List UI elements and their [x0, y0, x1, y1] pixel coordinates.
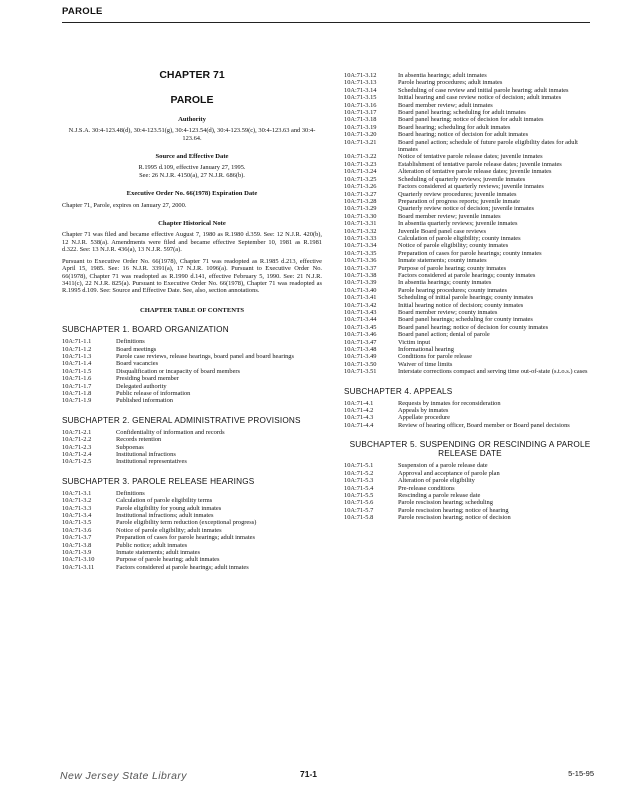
- section-number: 10A:71-3.34: [344, 242, 377, 250]
- section-title: Board panel action; schedule of future parole eligibility dates for adult inmates: [398, 138, 578, 154]
- toc-entry: [62, 527, 322, 534]
- section-title: Quarterly review procedures; juvenile inmates: [398, 190, 517, 198]
- section-title: Board vacancies: [116, 360, 159, 368]
- section-number: 10A:71-2.4: [62, 451, 92, 458]
- section-title: Board hearing; notice of decision for adult inmates: [398, 131, 529, 139]
- toc-entry: [62, 368, 322, 375]
- toc-entry: [62, 490, 322, 497]
- section-title: Rescinding a parole release date: [398, 491, 481, 499]
- section-number: 10A:71-3.33: [344, 234, 377, 242]
- subchapter-heading: SUBCHAPTER 4. APPEALS: [344, 386, 453, 396]
- section-title: Board member review; juvenile inmates: [398, 212, 501, 220]
- section-number: 10A:71-3.45: [344, 323, 377, 331]
- section-title: Board panel action; denial of parole: [398, 331, 490, 339]
- section-number: 10A:71-3.14: [344, 86, 377, 94]
- section-title: Parole rescission hearing; notice of decision: [398, 514, 511, 522]
- toc-entry: [344, 250, 596, 257]
- section-number: 10A:71-1.8: [62, 389, 92, 397]
- section-number: 10A:71-3.41: [344, 294, 377, 302]
- history-heading: Chapter Historical Note: [158, 220, 226, 228]
- section-title: Delegated authority: [116, 382, 167, 390]
- section-number: 10A:71-1.9: [62, 397, 92, 405]
- toc-entry: [344, 331, 596, 338]
- authority-text: N.J.S.A. 30:4-123.48(d), 30:4-123.51(g), 30:4-123.54(d), 30:4-123.59(c), 30:4-123.63 and 30:4-123.64.: [68, 127, 316, 142]
- section-number: 10A:71-3.6: [62, 526, 92, 534]
- section-number: 10A:71-3.36: [344, 257, 377, 265]
- section-number: 10A:71-3.5: [62, 519, 92, 527]
- expiration-heading: Executive Order No. 66(1978) Expiration Date: [126, 190, 258, 198]
- section-title: Parole hearing procedures; adult inmates: [398, 79, 503, 87]
- toc-entry: [62, 397, 322, 404]
- authority-heading: Authority: [178, 115, 206, 123]
- toc-entry: [344, 79, 596, 86]
- section-number: 10A:71-3.50: [344, 360, 377, 368]
- section-number: 10A:71-3.27: [344, 190, 377, 198]
- toc-entry: [344, 462, 596, 469]
- toc-entry: [344, 198, 596, 205]
- section-title: Appellate procedure: [398, 414, 450, 422]
- toc-entry: [344, 309, 596, 316]
- toc-entry: [344, 514, 596, 521]
- section-number: 10A:71-5.2: [344, 469, 374, 477]
- section-number: 10A:71-3.9: [62, 549, 92, 557]
- toc-entry: [344, 485, 596, 492]
- toc-entry: [344, 213, 596, 220]
- section-title: Board panel hearings; scheduling for county inmates: [398, 316, 533, 324]
- left-column: [62, 69, 322, 571]
- section-title: Presiding board member: [116, 375, 179, 383]
- section-number: 10A:71-3.15: [344, 94, 377, 102]
- section-title: Preparation of progress reports; juvenile inmate: [398, 197, 520, 205]
- section-number: 10A:71-1.1: [62, 338, 92, 346]
- section-number: 10A:71-1.5: [62, 367, 92, 375]
- revision-date: 5-15-95: [568, 769, 594, 778]
- toc-entry: [344, 279, 596, 286]
- left-toc: [62, 325, 322, 571]
- toc-heading: CHAPTER TABLE OF CONTENTS: [139, 306, 245, 314]
- toc-entry: [344, 191, 596, 198]
- section-title: Calculation of parole eligibility; county inmates: [398, 234, 521, 242]
- toc-entry: [344, 499, 596, 506]
- section-title: Purpose of parole hearing; adult inmates: [116, 556, 220, 564]
- section-number: 10A:71-3.38: [344, 271, 377, 279]
- section-title: Public release of information: [116, 389, 191, 397]
- toc-entry: [344, 324, 596, 331]
- header-rule: [62, 22, 590, 23]
- toc-entry: [62, 375, 322, 382]
- toc-entry: [344, 346, 596, 353]
- section-number: 10A:71-3.13: [344, 79, 377, 87]
- section-title: Board meetings: [116, 345, 157, 353]
- toc-entry: [62, 512, 322, 519]
- toc-entry: [62, 353, 322, 360]
- section-number: 10A:71-3.46: [344, 331, 377, 339]
- section-number: 10A:71-3.22: [344, 153, 377, 161]
- section-number: 10A:71-5.1: [344, 462, 374, 470]
- section-title: Board member review; adult inmates: [398, 101, 493, 109]
- section-title: Calculation of parole eligibility terms: [116, 497, 213, 505]
- section-number: 10A:71-3.18: [344, 116, 377, 124]
- section-number: 10A:71-3.21: [344, 138, 377, 146]
- section-title: Alteration of parole eligibility: [398, 477, 475, 485]
- toc-entry: [62, 451, 322, 458]
- subchapter-heading: SUBCHAPTER 2. GENERAL ADMINISTRATIVE PROVISIONS: [62, 415, 301, 425]
- toc-entry: [344, 116, 596, 123]
- section-title: Pre-release conditions: [398, 484, 455, 492]
- section-number: 10A:71-3.25: [344, 175, 377, 183]
- section-title: Parole hearing procedures; county inmates: [398, 286, 507, 294]
- section-number: 10A:71-3.23: [344, 160, 377, 168]
- toc-entry: [62, 549, 322, 556]
- page-footer: [0, 768, 618, 788]
- section-number: 10A:71-2.5: [62, 458, 92, 466]
- section-number: 10A:71-1.2: [62, 345, 92, 353]
- section-title: Approval and acceptance of parole plan: [398, 469, 500, 477]
- toc-entry: [344, 492, 596, 499]
- section-title: Definitions: [116, 489, 145, 497]
- section-number: 10A:71-3.43: [344, 309, 377, 316]
- section-title: Published information: [116, 397, 173, 405]
- section-number: 10A:71-3.4: [62, 512, 92, 520]
- section-title: Establishment of tentative parole release dates; juvenile inmates: [398, 160, 562, 168]
- section-title: Preparation of cases for parole hearings; adult inmates: [116, 534, 255, 542]
- section-number: 10A:71-3.39: [344, 279, 377, 287]
- section-title: Board member review; county inmates: [398, 309, 498, 316]
- section-number: 10A:71-3.51: [344, 368, 377, 376]
- toc-entry: [62, 564, 322, 571]
- toc-entry: [62, 505, 322, 512]
- toc-entry: [344, 407, 596, 414]
- toc-entry: [344, 257, 596, 264]
- section-number: 10A:71-1.7: [62, 382, 92, 390]
- toc-entry: [344, 339, 596, 346]
- section-title: Public notice; adult inmates: [116, 541, 188, 549]
- section-number: 10A:71-3.1: [62, 489, 92, 497]
- section-title: Suspension of a parole release date: [398, 462, 488, 470]
- toc-entry: [62, 519, 322, 526]
- toc-entry: [344, 153, 596, 160]
- section-number: 10A:71-4.3: [344, 414, 374, 422]
- section-title: Interstate corrections compact and serving time out-of-state (s.t.o.s.) cases: [398, 368, 588, 376]
- section-title: Alteration of tentative parole release dates; juvenile inmates: [398, 168, 552, 176]
- section-number: 10A:71-4.4: [344, 421, 374, 429]
- section-number: 10A:71-2.3: [62, 443, 92, 451]
- subchapter-heading: SUBCHAPTER 1. BOARD ORGANIZATION: [62, 325, 229, 335]
- toc-entry: [344, 477, 596, 484]
- source-line: See: 26 N.J.R. 4150(a), 27 N.J.R. 686(b).: [139, 171, 245, 179]
- section-number: 10A:71-3.26: [344, 183, 377, 191]
- section-title: Informational hearing: [398, 346, 454, 354]
- toc-entry: [344, 161, 596, 168]
- toc-entry: [344, 205, 596, 212]
- toc-entry: [344, 72, 596, 79]
- section-title: Initial hearing notice of decision; county inmates: [398, 301, 524, 309]
- page-number: 71-1: [300, 769, 318, 779]
- section-number: 10A:71-3.32: [344, 227, 377, 235]
- toc-entry: [344, 176, 596, 183]
- section-title: Initial hearing and case review notice of decision; adult inmates: [398, 94, 562, 102]
- toc-entry: [344, 168, 596, 175]
- section-number: 10A:71-3.10: [62, 556, 95, 564]
- section-title: Notice of parole eligibility; county inmates: [398, 242, 509, 250]
- section-number: 10A:71-3.29: [344, 205, 377, 213]
- section-number: 10A:71-5.3: [344, 477, 374, 485]
- section-title: Parole eligibility for young adult inmates: [116, 504, 222, 512]
- section-title: Notice of parole eligibility; adult inmates: [116, 526, 222, 534]
- section-number: 10A:71-3.11: [62, 563, 95, 571]
- section-number: 10A:71-5.7: [344, 506, 374, 514]
- section-number: 10A:71-3.17: [344, 109, 377, 117]
- library-watermark: New Jersey State Library: [60, 770, 187, 782]
- toc-entry: [344, 272, 596, 279]
- section-title: Board panel hearing; scheduling for adult inmates: [398, 109, 526, 117]
- toc-entry: [344, 228, 596, 235]
- section-number: 10A:71-3.7: [62, 534, 92, 542]
- section-number: 10A:71-3.35: [344, 249, 377, 257]
- chapter-number: CHAPTER 71: [159, 69, 225, 81]
- section-title: Notice of tentative parole release dates; juvenile inmates: [398, 153, 543, 161]
- section-number: 10A:71-3.12: [344, 72, 377, 79]
- section-title: Scheduling of initial parole hearings; county inmates: [398, 294, 534, 302]
- section-title: Subpoenas: [116, 443, 144, 451]
- toc-entry: [62, 429, 322, 436]
- section-title: Institutional infractions: [116, 451, 176, 458]
- section-title: Inmate statements; adult inmates: [116, 549, 200, 557]
- section-title: Institutional infractions; adult inmates: [116, 512, 214, 520]
- section-number: 10A:71-3.49: [344, 353, 377, 361]
- section-title: Factors considered at parole hearings; adult inmates: [116, 563, 249, 571]
- toc-entry: [344, 353, 596, 360]
- section-title: Records retention: [116, 436, 162, 444]
- section-title: Preparation of cases for parole hearings; county inmates: [398, 249, 542, 257]
- toc-entry: [344, 470, 596, 477]
- section-title: Disqualification or incapacity of board members: [116, 367, 241, 375]
- section-title: Conditions for parole release: [398, 353, 473, 361]
- toc-entry: [344, 102, 596, 109]
- toc-entry: [62, 436, 322, 443]
- section-title: Definitions: [116, 338, 145, 346]
- section-number: 10A:71-3.37: [344, 264, 377, 272]
- section-number: 10A:71-3.3: [62, 504, 92, 512]
- source-line: R.1995 d.109, effective January 27, 1995.: [138, 164, 246, 172]
- section-number: 10A:71-3.20: [344, 131, 377, 139]
- toc-entry: [344, 414, 596, 421]
- section-number: 10A:71-5.5: [344, 491, 374, 499]
- running-head: PAROLE: [62, 6, 103, 17]
- toc-entry: [62, 346, 322, 353]
- section-number: 10A:71-4.1: [344, 399, 374, 407]
- section-title: Parole case reviews, release hearings, board panel and board hearings: [116, 352, 294, 360]
- section-title: Review of hearing officer, Board member or Board panel decisions: [398, 421, 570, 429]
- toc-entry: [344, 109, 596, 116]
- toc-entry: [62, 383, 322, 390]
- section-title: Factors considered at quarterly reviews; juvenile inmates: [398, 183, 544, 191]
- toc-entry: [62, 444, 322, 451]
- toc-entry: [62, 542, 322, 549]
- section-title: Factors considered at parole hearings; county inmates: [398, 271, 536, 279]
- section-title: Confidentiality of information and records: [116, 428, 225, 436]
- toc-entry: [344, 183, 596, 190]
- section-number: 10A:71-3.16: [344, 101, 377, 109]
- toc-entry: [344, 316, 596, 323]
- section-number: 10A:71-5.6: [344, 499, 374, 507]
- section-number: 10A:71-3.30: [344, 212, 377, 220]
- chapter-name: PAROLE: [170, 94, 214, 107]
- subchapter-heading: SUBCHAPTER 3. PAROLE RELEASE HEARINGS: [62, 476, 255, 486]
- section-number: 10A:71-3.47: [344, 338, 377, 346]
- section-title: Institutional representatives: [116, 458, 187, 466]
- section-title: Purpose of parole hearing; county inmates: [398, 264, 507, 272]
- toc-entry: [344, 139, 596, 154]
- section-number: 10A:71-3.44: [344, 316, 377, 324]
- section-title: Waiver of time limits: [398, 360, 453, 368]
- section-title: Parole rescission hearing; notice of hearing: [398, 506, 509, 514]
- section-number: 10A:71-3.40: [344, 286, 377, 294]
- section-number: 10A:71-1.4: [62, 360, 92, 368]
- toc-entry: [344, 131, 596, 138]
- history-paragraph: Chapter 71 was filed and became effective August 7, 1980 as R.1980 d.359. See: 12 N.J.R. 420(b), 12 N.J.R. 538(a). Amendments were filed and became effective September 10, 1981 as R.1981 d.322. See: 13 N.J.R. 436(a), 13 N.J.R. 597(a).: [62, 231, 322, 254]
- section-number: 10A:71-2.1: [62, 428, 92, 436]
- toc-entry: [344, 220, 596, 227]
- subchapter-heading: SUBCHAPTER 5. SUSPENDING OR RESCINDING A PAROLE RELEASE DATE: [349, 440, 591, 459]
- section-number: 10A:71-4.2: [344, 407, 374, 415]
- section-number: 10A:71-3.8: [62, 541, 92, 549]
- right-toc: [344, 387, 596, 522]
- toc-entry: [344, 422, 596, 429]
- toc-entry: [344, 242, 596, 249]
- section-title: In absentia quarterly reviews; juvenile inmates: [398, 220, 518, 228]
- expiration-text: Chapter 71, Parole, expires on January 27, 2000.: [62, 201, 187, 209]
- toc-entry: [344, 302, 596, 309]
- section-number: 10A:71-1.3: [62, 352, 92, 360]
- section-title: Scheduling of case review and initial parole hearing; adult inmates: [398, 86, 569, 94]
- history-paragraph: Pursuant to Executive Order No. 66(1978), Chapter 71 was readopted as R.1985 d.213, effective April 15, 1985. See: 16 N.J.R. 3391(a), 17 N.J.R. 1096(a). Pursuant to Executive Order No. 66(1978), Chapter 71 was readopted as R.1990 d.141, effective February 5, 1990. See: 21 N.J.R. 3411(c), 22 N.J.R. 825(a). Pursuant to Executive Order No. 66(1978), Chapter 71 was readopted as R.1995 d.109. See: Source and Effective Date. See, also, section annotations.: [62, 257, 322, 295]
- toc-entry: [62, 458, 322, 465]
- toc-entry: [62, 534, 322, 541]
- toc-entry: [62, 338, 322, 345]
- toc-entry: [344, 124, 596, 131]
- section-title: In absentia hearings; county inmates: [398, 279, 492, 287]
- section-title: Parole eligibility term reduction (exceptional progress): [116, 519, 257, 527]
- section-number: 10A:71-1.6: [62, 375, 92, 383]
- toc-entry: [344, 507, 596, 514]
- section-title: Inmate statements; county inmates: [398, 257, 487, 265]
- toc-entry: [62, 390, 322, 397]
- toc-entry: [344, 361, 596, 368]
- section-title: Juvenile Board panel case reviews: [398, 227, 487, 235]
- toc-entry: [62, 556, 322, 563]
- section-number: 10A:71-3.19: [344, 123, 377, 131]
- section-title: Parole rescission hearing; scheduling: [398, 499, 493, 507]
- section-title: Board hearing; scheduling for adult inmates: [398, 123, 511, 131]
- section-number: 10A:71-5.4: [344, 484, 374, 492]
- section-number: 10A:71-5.8: [344, 514, 374, 522]
- section-number: 10A:71-3.48: [344, 346, 377, 354]
- right-column: [344, 72, 596, 522]
- toc-entry: [344, 368, 596, 375]
- toc-entry: [344, 235, 596, 242]
- section-number: 10A:71-2.2: [62, 436, 92, 444]
- toc-entry: [344, 265, 596, 272]
- section-title: Quarterly review notice of decision; juvenile inmates: [398, 205, 534, 213]
- toc-entry: [344, 94, 596, 101]
- section-title: Victim input: [398, 338, 431, 346]
- section-number: 10A:71-3.28: [344, 197, 377, 205]
- section-number: 10A:71-3.31: [344, 220, 377, 228]
- toc-entry: [344, 287, 596, 294]
- section-title: In absentia hearings; adult inmates: [398, 72, 487, 79]
- section-title: Appeals by inmates: [398, 407, 449, 415]
- section-title: Board panel hearing; notice of decision for county inmates: [398, 323, 549, 331]
- subchapter-3-continued: [344, 72, 596, 376]
- section-title: Scheduling of quarterly reviews; juvenile inmates: [398, 175, 526, 183]
- section-title: Requests by inmates for reconsideration: [398, 399, 501, 407]
- section-title: Board panel hearing; notice of decision for adult inmates: [398, 116, 544, 124]
- toc-entry: [344, 294, 596, 301]
- toc-entry: [62, 360, 322, 367]
- toc-entry: [344, 400, 596, 407]
- section-number: 10A:71-3.24: [344, 168, 377, 176]
- source-heading: Source and Effective Date: [155, 153, 229, 161]
- toc-entry: [344, 87, 596, 94]
- section-number: 10A:71-3.2: [62, 497, 92, 505]
- section-number: 10A:71-3.42: [344, 301, 377, 309]
- toc-entry: [62, 497, 322, 504]
